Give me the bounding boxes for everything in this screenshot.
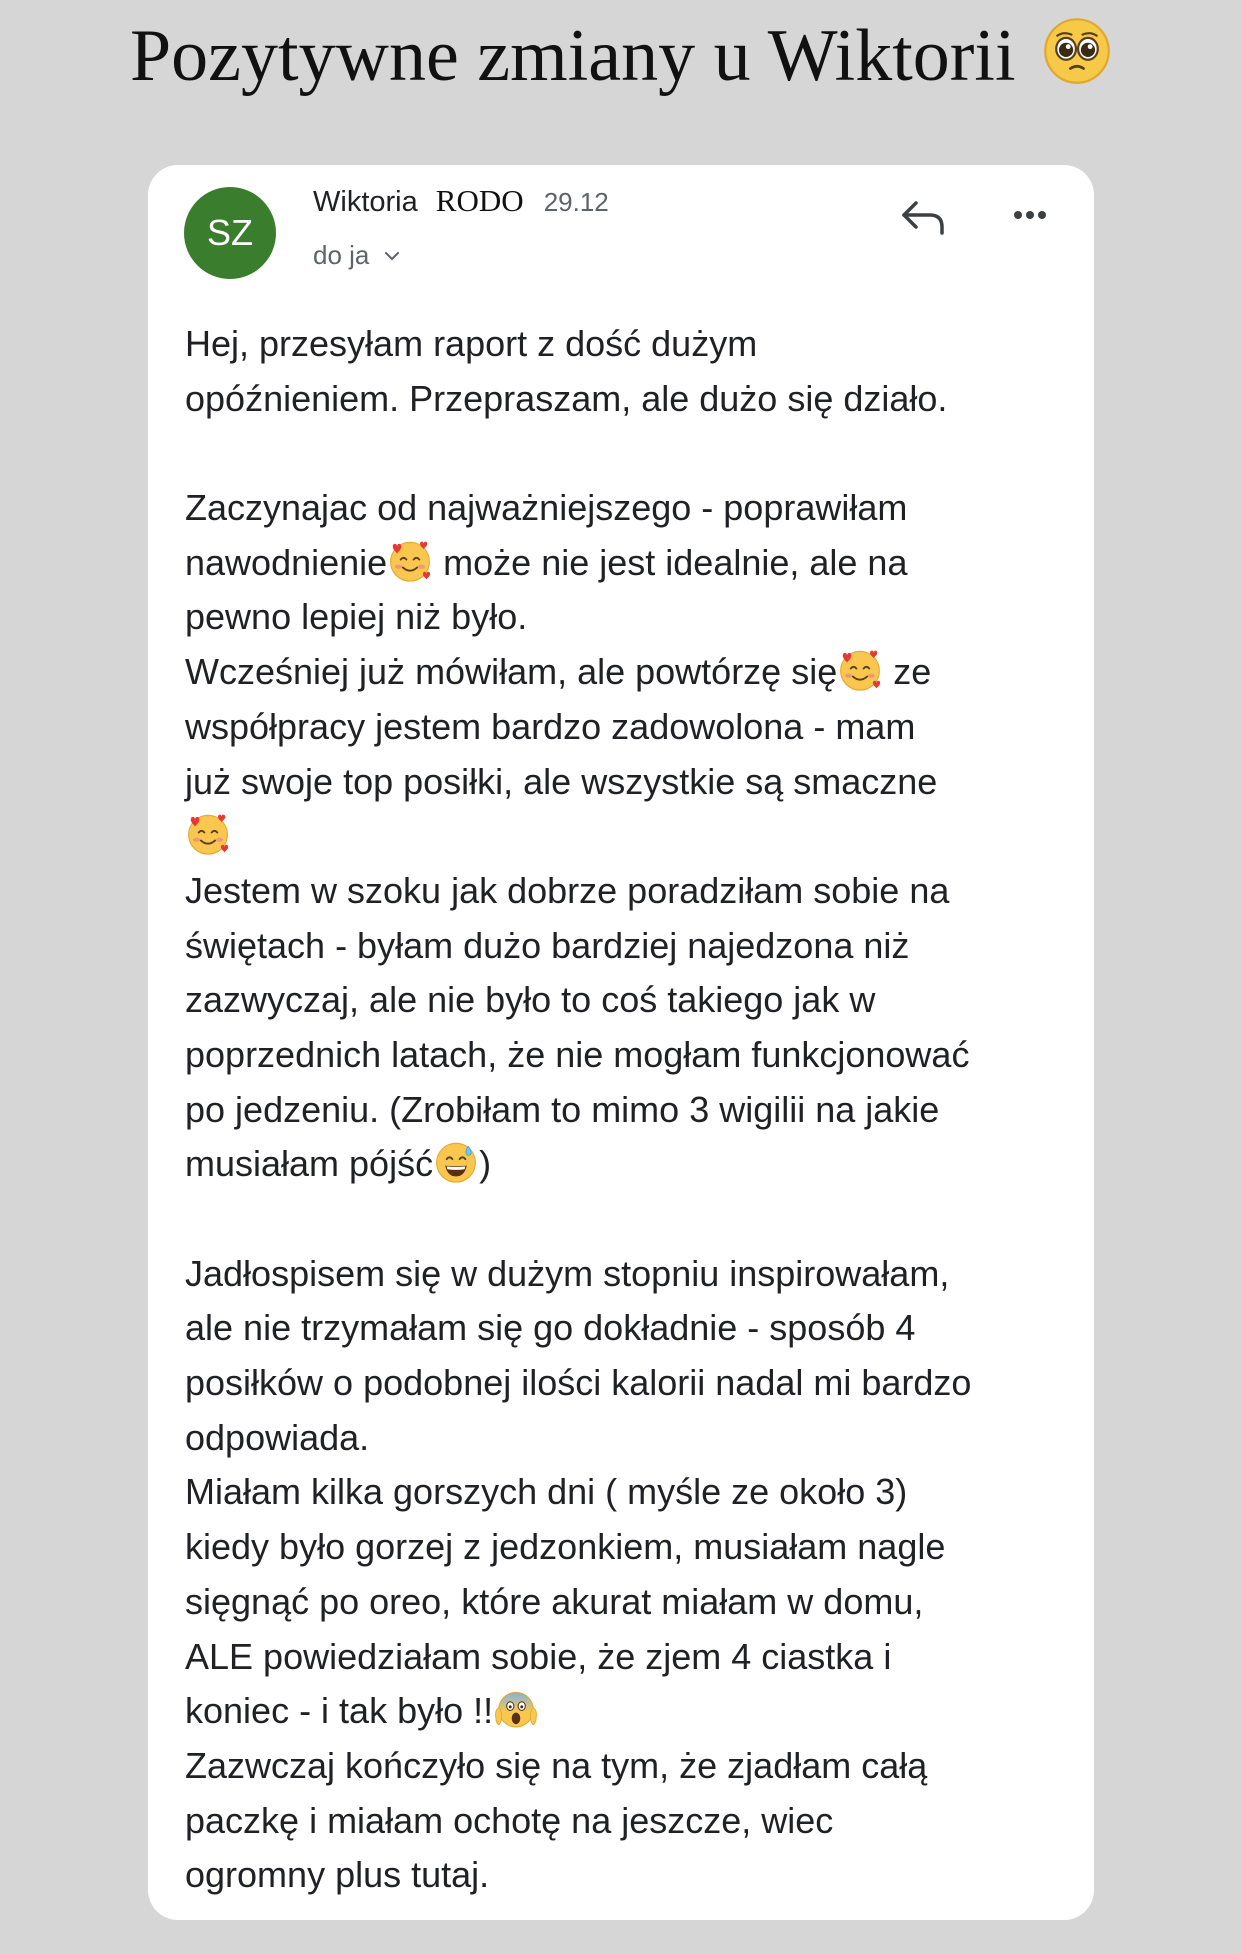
avatar[interactable] [184, 187, 276, 279]
message-line-text: zazwyczaj, ale nie było to coś takiego jak w [185, 979, 876, 1021]
message-body [185, 317, 1075, 1903]
message-line [185, 1192, 1075, 1247]
message-line [185, 536, 1075, 591]
sender-name: Wiktoria [313, 186, 418, 218]
message-line-text: Miałam kilka gorszych dni ( myśle ze około 3) [185, 1471, 908, 1513]
message-line [185, 481, 1075, 536]
message-line-text: paczkę i miałam ochotę na jeszcze, wiec [185, 1799, 834, 1841]
pleading-face-emoji-icon [1042, 16, 1112, 86]
message-line [185, 1247, 1075, 1302]
avatar-initials: SZ [206, 212, 253, 253]
message-line [185, 1356, 1075, 1411]
message-line [185, 645, 1075, 700]
message-line [185, 1848, 1075, 1903]
message-line [185, 1465, 1075, 1520]
more-options-button[interactable] [1002, 189, 1058, 245]
message-line-text: świętach - byłam dużo bardziej najedzona niż [185, 924, 910, 966]
message-line-text: ogromny plus tutaj. [185, 1854, 490, 1896]
email-date: 29.12 [543, 187, 609, 217]
message-line [185, 1083, 1075, 1138]
message-line-text: Wcześniej już mówiłam, ale powtórzę się [185, 651, 838, 693]
message-line-text: ALE powiedziałam sobie, że zjem 4 ciastka i [185, 1635, 892, 1677]
message-line-text: opóźnieniem. Przepraszam, ale dużo się działo. [185, 377, 948, 419]
message-line-text: kiedy było gorzej z jedzonkiem, musiałam nagle [185, 1526, 946, 1568]
message-line-text: Jadłospisem się w dużym stopniu inspirowałam, [185, 1252, 950, 1294]
more-icon [1002, 189, 1058, 245]
message-line-text-after: ze [883, 651, 932, 693]
page-title-text: Pozytywne zmiany u Wiktorii [129, 15, 1016, 97]
message-line [185, 372, 1075, 427]
screaming-face-emoji-icon [493, 1686, 539, 1732]
message-line-text: nawodnienie [185, 541, 388, 583]
message-line [185, 1575, 1075, 1630]
message-line [185, 1137, 1075, 1192]
message-line-text: odpowiada. [185, 1416, 370, 1458]
message-line-text: Hej, przesyłam raport z dość dużym [185, 323, 758, 364]
message-line [185, 809, 1075, 864]
message-line-text-after: ) [479, 1143, 492, 1185]
message-line [185, 317, 1075, 372]
message-line [185, 1301, 1075, 1356]
message-line [185, 1739, 1075, 1794]
message-line [185, 426, 1075, 481]
message-line [185, 919, 1075, 974]
message-line [185, 864, 1075, 919]
message-line-text: sięgnąć po oreo, które akurat miałam w domu, [185, 1580, 924, 1622]
reply-button[interactable] [896, 189, 952, 245]
message-line-text: posiłków o podobnej ilości kalorii nadal mi bardzo [185, 1362, 972, 1404]
smiling-face-with-hearts-emoji-icon [185, 811, 231, 857]
message-line-text: Zazwczaj kończyło się na tym, że zjadłam całą [185, 1744, 928, 1786]
sender-row [313, 181, 609, 221]
message-line [185, 1684, 1075, 1739]
message-line-text: koniec - i tak było !! [185, 1690, 494, 1732]
message-line-text: już swoje top posiłki, ale wszystkie są smaczne [185, 760, 938, 802]
message-line [185, 590, 1075, 645]
message-line-text: po jedzeniu. (Zrobiłam to mimo 3 wigilii na jakie [185, 1088, 940, 1130]
message-line [185, 700, 1075, 755]
message-line-text: pewno lepiej niż było. [185, 596, 528, 638]
message-line [185, 1520, 1075, 1575]
sender-redacted-name: RODO [435, 183, 524, 218]
message-line [185, 755, 1075, 810]
message-line-text: musiałam pójść [185, 1143, 434, 1185]
message-line-text: poprzednich latach, że nie mogłam funkcjonować [185, 1033, 970, 1075]
message-line [185, 1411, 1075, 1466]
message-line-text: współpracy jestem bardzo zadowolona - mam [185, 705, 916, 747]
message-line-text: Jestem w szoku jak dobrze poradziłam sobie na [185, 869, 950, 911]
smiling-face-with-hearts-emoji-icon [387, 538, 433, 584]
message-line [185, 973, 1075, 1028]
reply-icon [896, 189, 952, 245]
message-line-text: ale nie trzymałam się go dokładnie - sposób 4 [185, 1307, 916, 1349]
message-line [185, 1794, 1075, 1849]
email-card [148, 165, 1094, 1920]
message-line-text: Zaczynajac od najważniejszego - poprawiłam [185, 487, 908, 529]
recipient-label: do ja [313, 240, 370, 270]
message-line [185, 1028, 1075, 1083]
chevron-down-icon [383, 250, 401, 262]
grinning-sweat-emoji-icon [433, 1139, 479, 1185]
page-title [0, 10, 1242, 102]
message-line-text-after: może nie jest idealnie, ale na [433, 541, 908, 583]
recipient-details-toggle[interactable] [313, 235, 401, 275]
smiling-face-with-hearts-emoji-icon [837, 647, 883, 693]
message-line [185, 1630, 1075, 1685]
